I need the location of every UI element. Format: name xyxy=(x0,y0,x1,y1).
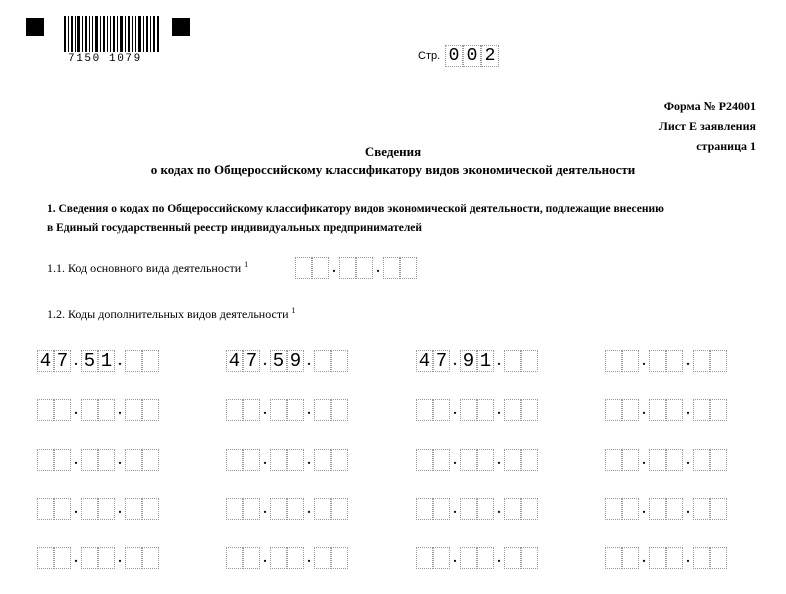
code-digit-cell[interactable] xyxy=(243,498,260,520)
code-digit-cell[interactable] xyxy=(649,498,666,520)
code-digit-cell[interactable] xyxy=(314,399,331,421)
code-digit-pair xyxy=(416,449,450,471)
code-digit-pair xyxy=(226,547,260,569)
code-digit-cell[interactable] xyxy=(295,257,312,279)
code-digit-cell[interactable] xyxy=(81,498,98,520)
code-digit-cell[interactable] xyxy=(605,547,622,569)
code-digit-cell[interactable] xyxy=(331,449,348,471)
code-digit-cell[interactable] xyxy=(37,547,54,569)
code-digit-cell[interactable] xyxy=(477,498,494,520)
code-digit-pair xyxy=(226,399,260,421)
code-digit-cell[interactable] xyxy=(243,547,260,569)
section-heading-line: 1. Сведения о кодах по Общероссийскому классификатору видов экономической деятельности, подлежащие внесению xyxy=(47,203,664,215)
code-digit-cell[interactable] xyxy=(226,498,243,520)
additional-activity-code-field[interactable] xyxy=(37,547,159,569)
code-digit-pair xyxy=(693,399,727,421)
code-digit-pair xyxy=(383,257,417,279)
code-digit-cell[interactable] xyxy=(270,498,287,520)
code-digit-pair xyxy=(37,547,71,569)
additional-activity-code-field[interactable] xyxy=(226,399,348,421)
barcode-number: 7150 1079 xyxy=(68,53,142,65)
code-separator: . xyxy=(307,453,311,468)
code-digit-cell[interactable] xyxy=(504,399,521,421)
code-digit-cell[interactable] xyxy=(287,498,304,520)
code-digit-cell[interactable] xyxy=(81,449,98,471)
code-separator: . xyxy=(263,354,267,369)
code-digit-cell[interactable]: 7 xyxy=(243,350,260,372)
code-separator: . xyxy=(686,354,690,369)
code-digit-cell[interactable] xyxy=(666,547,683,569)
code-digit-pair xyxy=(314,547,348,569)
code-digit-cell[interactable]: 4 xyxy=(37,350,54,372)
code-digit-cell[interactable] xyxy=(226,399,243,421)
additional-activities-label-text: 1.2. Коды дополнительных видов деятельности xyxy=(47,307,289,321)
code-digit-pair xyxy=(416,399,450,421)
code-separator: . xyxy=(497,354,501,369)
barcode-bars-graphic xyxy=(64,16,160,52)
code-digit-cell[interactable] xyxy=(383,257,400,279)
code-separator: . xyxy=(307,403,311,418)
code-digit-pair xyxy=(270,498,304,520)
code-digit-pair xyxy=(37,350,71,372)
code-separator: . xyxy=(453,551,457,566)
code-digit-cell[interactable] xyxy=(666,350,683,372)
code-separator: . xyxy=(497,502,501,517)
code-digit-cell[interactable]: 1 xyxy=(98,350,115,372)
code-digit-pair xyxy=(504,449,538,471)
code-digit-pair xyxy=(295,257,329,279)
code-digit-cell[interactable] xyxy=(416,498,433,520)
code-digit-cell[interactable]: 5 xyxy=(270,350,287,372)
code-digit-cell[interactable]: 4 xyxy=(226,350,243,372)
code-digit-cell[interactable] xyxy=(666,449,683,471)
sheet-page: страница 1 xyxy=(696,139,756,153)
code-digit-cell[interactable] xyxy=(81,399,98,421)
code-digit-pair xyxy=(270,399,304,421)
code-digit-cell[interactable] xyxy=(331,498,348,520)
code-separator: . xyxy=(118,354,122,369)
code-digit-pair xyxy=(314,449,348,471)
code-digit-cell[interactable] xyxy=(605,498,622,520)
code-digit-cell[interactable] xyxy=(54,547,71,569)
code-digit-cell[interactable] xyxy=(314,350,331,372)
code-digit-cell[interactable] xyxy=(125,350,142,372)
code-digit-cell[interactable]: 7 xyxy=(433,350,450,372)
code-digit-pair xyxy=(270,350,304,372)
additional-activity-code-field[interactable] xyxy=(37,498,159,520)
code-digit-pair xyxy=(460,547,494,569)
code-digit-cell[interactable] xyxy=(331,350,348,372)
code-digit-cell[interactable] xyxy=(521,498,538,520)
code-digit-cell[interactable] xyxy=(270,399,287,421)
code-digit-cell[interactable] xyxy=(416,547,433,569)
additional-activity-code-field[interactable] xyxy=(605,449,727,471)
code-digit-cell[interactable] xyxy=(710,350,727,372)
code-separator: . xyxy=(263,453,267,468)
page-digit-cell[interactable]: 0 xyxy=(463,45,481,67)
code-separator: . xyxy=(642,551,646,566)
code-digit-pair xyxy=(125,350,159,372)
footnote-mark: 1 xyxy=(244,260,249,269)
code-digit-cell[interactable] xyxy=(433,498,450,520)
document-title: Сведения xyxy=(364,144,422,159)
code-digit-cell[interactable] xyxy=(339,257,356,279)
additional-activity-code-field[interactable] xyxy=(416,547,538,569)
code-digit-cell[interactable] xyxy=(54,449,71,471)
code-digit-pair xyxy=(416,498,450,520)
code-digit-cell[interactable] xyxy=(622,350,639,372)
code-digit-cell[interactable] xyxy=(226,547,243,569)
code-digit-cell[interactable] xyxy=(356,257,373,279)
code-digit-pair xyxy=(314,350,348,372)
code-digit-pair xyxy=(125,547,159,569)
code-digit-cell[interactable] xyxy=(312,257,329,279)
code-digit-cell[interactable] xyxy=(605,350,622,372)
code-digit-cell[interactable] xyxy=(226,449,243,471)
code-digit-pair xyxy=(605,498,639,520)
code-separator: . xyxy=(642,403,646,418)
additional-activity-code-field[interactable] xyxy=(416,498,538,520)
code-digit-cell[interactable] xyxy=(693,399,710,421)
code-digit-cell[interactable] xyxy=(710,547,727,569)
additional-activity-code-field[interactable] xyxy=(226,449,348,471)
code-separator: . xyxy=(453,354,457,369)
code-digit-cell[interactable] xyxy=(416,399,433,421)
code-digit-cell[interactable] xyxy=(649,547,666,569)
code-digit-cell[interactable] xyxy=(460,547,477,569)
code-digit-cell[interactable] xyxy=(460,498,477,520)
page-digit-cell[interactable]: 0 xyxy=(445,45,463,67)
code-separator: . xyxy=(74,453,78,468)
code-digit-pair xyxy=(226,350,260,372)
code-digit-cell[interactable] xyxy=(622,449,639,471)
code-digit-pair xyxy=(416,547,450,569)
code-digit-cell[interactable] xyxy=(666,498,683,520)
code-digit-cell[interactable] xyxy=(314,547,331,569)
code-digit-pair xyxy=(649,498,683,520)
code-digit-pair xyxy=(37,399,71,421)
code-separator: . xyxy=(74,403,78,418)
code-digit-pair xyxy=(37,449,71,471)
code-digit-pair xyxy=(693,449,727,471)
code-separator: . xyxy=(263,551,267,566)
code-separator: . xyxy=(118,502,122,517)
code-digit-pair xyxy=(504,350,538,372)
code-digit-cell[interactable] xyxy=(314,498,331,520)
code-digit-cell[interactable] xyxy=(287,399,304,421)
code-digit-cell[interactable]: 9 xyxy=(287,350,304,372)
code-separator: . xyxy=(497,453,501,468)
code-digit-cell[interactable] xyxy=(521,350,538,372)
additional-activities-label xyxy=(47,306,296,322)
code-digit-cell[interactable] xyxy=(693,350,710,372)
code-digit-pair xyxy=(504,498,538,520)
code-digit-cell[interactable] xyxy=(521,399,538,421)
additional-activity-code-field[interactable] xyxy=(226,547,348,569)
code-digit-cell[interactable] xyxy=(125,449,142,471)
code-separator: . xyxy=(376,261,380,276)
code-separator: . xyxy=(642,453,646,468)
code-separator: . xyxy=(686,403,690,418)
additional-activity-code-field[interactable] xyxy=(416,350,538,372)
code-digit-cell[interactable] xyxy=(400,257,417,279)
code-digit-cell[interactable] xyxy=(270,449,287,471)
code-digit-pair xyxy=(460,449,494,471)
code-digit-pair xyxy=(81,449,115,471)
code-separator: . xyxy=(453,453,457,468)
code-digit-pair xyxy=(81,547,115,569)
code-digit-pair xyxy=(125,449,159,471)
code-digit-cell[interactable] xyxy=(477,449,494,471)
code-digit-pair xyxy=(416,350,450,372)
main-activity-label xyxy=(47,260,248,276)
code-digit-cell[interactable] xyxy=(142,547,159,569)
code-separator: . xyxy=(686,502,690,517)
code-separator: . xyxy=(307,354,311,369)
code-digit-cell[interactable] xyxy=(622,547,639,569)
page-number-field[interactable] xyxy=(445,45,499,67)
main-activity-label-text: 1.1. Код основного вида деятельности xyxy=(47,261,242,275)
code-separator: . xyxy=(642,354,646,369)
code-digit-cell[interactable] xyxy=(270,547,287,569)
code-digit-pair xyxy=(81,498,115,520)
code-digit-cell[interactable] xyxy=(693,498,710,520)
additional-activity-code-field[interactable] xyxy=(605,350,727,372)
code-digit-cell[interactable] xyxy=(504,449,521,471)
sheet-name: Лист Е заявления xyxy=(658,119,756,133)
code-digit-cell[interactable] xyxy=(504,350,521,372)
code-digit-pair xyxy=(339,257,373,279)
code-digit-cell[interactable] xyxy=(710,498,727,520)
code-digit-pair xyxy=(649,350,683,372)
code-separator: . xyxy=(74,551,78,566)
code-digit-pair xyxy=(693,350,727,372)
code-digit-cell[interactable]: 5 xyxy=(81,350,98,372)
code-digit-pair xyxy=(125,399,159,421)
code-digit-cell[interactable] xyxy=(98,547,115,569)
code-separator: . xyxy=(497,403,501,418)
code-digit-cell[interactable] xyxy=(504,498,521,520)
code-digit-cell[interactable] xyxy=(649,449,666,471)
code-separator: . xyxy=(118,403,122,418)
code-separator: . xyxy=(118,453,122,468)
code-separator: . xyxy=(453,502,457,517)
code-digit-cell[interactable] xyxy=(477,547,494,569)
additional-activity-code-field[interactable] xyxy=(416,449,538,471)
code-digit-cell[interactable] xyxy=(622,399,639,421)
code-digit-pair xyxy=(270,449,304,471)
code-separator: . xyxy=(497,551,501,566)
code-separator: . xyxy=(74,502,78,517)
additional-activity-code-field[interactable] xyxy=(37,449,159,471)
code-digit-cell[interactable] xyxy=(666,399,683,421)
corner-marker-left xyxy=(26,18,44,36)
code-digit-pair xyxy=(649,547,683,569)
code-separator: . xyxy=(307,551,311,566)
additional-activity-code-field[interactable] xyxy=(605,399,727,421)
code-digit-cell[interactable] xyxy=(521,449,538,471)
code-digit-cell[interactable] xyxy=(37,498,54,520)
additional-activity-code-field[interactable] xyxy=(605,498,727,520)
code-digit-cell[interactable] xyxy=(693,449,710,471)
additional-activity-code-field[interactable] xyxy=(226,498,348,520)
code-digit-cell[interactable] xyxy=(416,449,433,471)
main-activity-code-field[interactable] xyxy=(295,257,417,279)
code-digit-cell[interactable] xyxy=(314,449,331,471)
code-digit-cell[interactable] xyxy=(693,547,710,569)
code-digit-pair xyxy=(226,498,260,520)
code-digit-cell[interactable] xyxy=(649,350,666,372)
code-digit-cell[interactable] xyxy=(605,399,622,421)
code-digit-pair xyxy=(649,449,683,471)
code-separator: . xyxy=(686,453,690,468)
code-digit-pair xyxy=(81,350,115,372)
code-digit-pair xyxy=(693,547,727,569)
code-digit-cell[interactable] xyxy=(433,547,450,569)
footnote-mark: 1 xyxy=(291,306,296,315)
additional-activity-code-field[interactable] xyxy=(37,350,159,372)
code-digit-cell[interactable] xyxy=(710,399,727,421)
code-digit-cell[interactable] xyxy=(331,547,348,569)
code-digit-cell[interactable] xyxy=(142,350,159,372)
code-separator: . xyxy=(332,261,336,276)
code-digit-pair xyxy=(314,498,348,520)
code-digit-cell[interactable] xyxy=(433,449,450,471)
code-digit-cell[interactable] xyxy=(98,449,115,471)
additional-activity-code-field[interactable] xyxy=(605,547,727,569)
code-digit-cell[interactable] xyxy=(605,449,622,471)
code-digit-pair xyxy=(226,449,260,471)
code-digit-pair xyxy=(460,498,494,520)
code-digit-cell[interactable] xyxy=(521,547,538,569)
code-digit-pair xyxy=(504,547,538,569)
form-number: Форма № Р24001 xyxy=(663,99,756,113)
code-digit-cell[interactable] xyxy=(243,449,260,471)
code-digit-cell[interactable] xyxy=(710,449,727,471)
code-digit-pair xyxy=(693,498,727,520)
code-separator: . xyxy=(263,403,267,418)
code-digit-cell[interactable]: 1 xyxy=(477,350,494,372)
code-digit-cell[interactable] xyxy=(243,399,260,421)
code-digit-pair xyxy=(460,350,494,372)
code-digit-cell[interactable] xyxy=(287,547,304,569)
code-digit-pair xyxy=(81,399,115,421)
code-digit-cell[interactable] xyxy=(37,399,54,421)
code-digit-cell[interactable] xyxy=(504,547,521,569)
code-separator: . xyxy=(642,502,646,517)
code-digit-pair xyxy=(605,449,639,471)
code-digit-cell[interactable] xyxy=(125,498,142,520)
code-separator: . xyxy=(118,551,122,566)
code-digit-cell[interactable]: 4 xyxy=(416,350,433,372)
barcode xyxy=(64,16,160,66)
code-separator: . xyxy=(74,354,78,369)
code-digit-cell[interactable] xyxy=(125,399,142,421)
page-digit-cell[interactable]: 2 xyxy=(481,45,499,67)
code-digit-cell[interactable] xyxy=(54,498,71,520)
code-digit-cell[interactable] xyxy=(331,399,348,421)
additional-activity-code-field[interactable] xyxy=(37,399,159,421)
code-digit-cell[interactable] xyxy=(622,498,639,520)
corner-marker-right xyxy=(172,18,190,36)
code-digit-pair xyxy=(314,399,348,421)
code-separator: . xyxy=(453,403,457,418)
code-digit-cell[interactable] xyxy=(433,399,450,421)
code-digit-pair xyxy=(270,547,304,569)
code-digit-cell[interactable] xyxy=(125,547,142,569)
code-digit-cell[interactable] xyxy=(81,547,98,569)
code-digit-pair xyxy=(649,399,683,421)
section-heading-line: в Единый государственный реестр индивидуальных предпринимателей xyxy=(47,222,423,234)
code-digit-cell[interactable] xyxy=(98,399,115,421)
code-digit-cell[interactable] xyxy=(142,449,159,471)
code-separator: . xyxy=(307,502,311,517)
additional-activity-code-field[interactable] xyxy=(416,399,538,421)
code-digit-pair xyxy=(605,547,639,569)
code-digit-pair xyxy=(460,399,494,421)
code-digit-cell[interactable]: 7 xyxy=(54,350,71,372)
section-heading xyxy=(47,200,767,238)
code-digit-cell[interactable] xyxy=(98,498,115,520)
code-digit-pair xyxy=(605,350,639,372)
code-digit-cell[interactable] xyxy=(460,399,477,421)
code-digit-cell[interactable] xyxy=(37,449,54,471)
code-digit-cell[interactable] xyxy=(460,449,477,471)
code-digit-cell[interactable] xyxy=(287,449,304,471)
code-separator: . xyxy=(263,502,267,517)
code-digit-cell[interactable] xyxy=(649,399,666,421)
code-digit-cell[interactable] xyxy=(477,399,494,421)
document-subtitle: о кодах по Общероссийскому классификатору видов экономической деятельности xyxy=(150,162,636,177)
additional-activity-code-field[interactable] xyxy=(226,350,348,372)
code-digit-cell[interactable]: 9 xyxy=(460,350,477,372)
code-digit-cell[interactable] xyxy=(54,399,71,421)
code-digit-cell[interactable] xyxy=(142,498,159,520)
code-digit-pair xyxy=(504,399,538,421)
page-label: Стр. xyxy=(418,50,441,62)
code-digit-pair xyxy=(125,498,159,520)
code-digit-cell[interactable] xyxy=(142,399,159,421)
code-digit-pair xyxy=(37,498,71,520)
code-separator: . xyxy=(686,551,690,566)
code-digit-pair xyxy=(605,399,639,421)
